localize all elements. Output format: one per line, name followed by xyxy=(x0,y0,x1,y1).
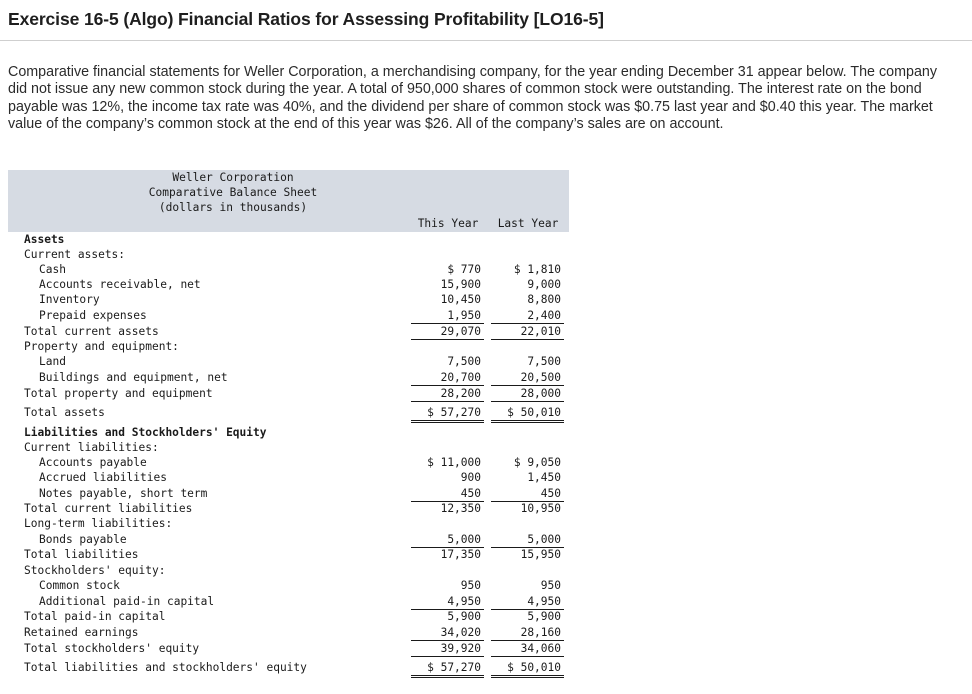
table-row-land xyxy=(8,354,569,369)
last-year-value: 34,060 xyxy=(520,642,561,655)
last-year-value: $ 50,010 xyxy=(507,661,561,674)
last-year-value: 22,010 xyxy=(520,325,561,338)
row-label: Prepaid expenses xyxy=(39,309,147,322)
table-row-total-assets xyxy=(8,405,569,420)
this-year-value: 10,450 xyxy=(440,293,481,306)
this-year-value: 1,950 xyxy=(447,309,481,322)
row-label: Accounts receivable, net xyxy=(39,278,201,291)
this-year-value: 5,900 xyxy=(447,610,481,623)
row-label: Total property and equipment xyxy=(24,387,213,400)
last-year-value: 9,000 xyxy=(527,278,561,291)
this-year-value: 29,070 xyxy=(440,325,481,338)
page-title: Exercise 16-5 (Algo) Financial Ratios for Assessing Profitability [LO16-5] xyxy=(8,9,604,29)
table-row-inventory xyxy=(8,292,569,307)
table-row-liabilities-and-stockholders-equity xyxy=(8,425,569,440)
last-year-value: 28,000 xyxy=(520,387,561,400)
statement-units: (dollars in thousands) xyxy=(158,201,308,214)
underline-rule xyxy=(411,675,484,676)
row-label: Assets xyxy=(24,233,65,246)
this-year-value: 4,950 xyxy=(447,595,481,608)
last-year-value: 950 xyxy=(540,579,561,592)
row-label: Cash xyxy=(39,263,66,276)
last-year-value: 7,500 xyxy=(527,355,561,368)
last-year-value: 10,950 xyxy=(520,502,561,515)
last-year-value: 1,450 xyxy=(527,471,561,484)
last-year-value: $ 50,010 xyxy=(507,406,561,419)
this-year-value: 12,350 xyxy=(440,502,481,515)
row-label: Bonds payable xyxy=(39,533,127,546)
table-row-prepaid-expenses xyxy=(8,308,569,323)
table-row-total-liabilities-and-stockholders-equity xyxy=(8,660,569,675)
table-row-long-term-liabilities xyxy=(8,516,569,531)
column-header-last-year: Last Year xyxy=(497,217,559,230)
table-row-total-stockholders-equity xyxy=(8,641,569,656)
this-year-value: 5,000 xyxy=(447,533,481,546)
row-label: Stockholders' equity: xyxy=(24,564,166,577)
row-label: Total liabilities and stockholders' equity xyxy=(24,661,307,674)
last-year-value: $ 1,810 xyxy=(513,263,561,276)
double-underline-rule xyxy=(491,677,564,678)
underline-rule xyxy=(491,656,564,657)
last-year-value: 5,900 xyxy=(527,610,561,623)
last-year-value: 2,400 xyxy=(527,309,561,322)
underline-rule xyxy=(411,656,484,657)
table-row-buildings-and-equipment-net xyxy=(8,370,569,385)
row-label: Long-term liabilities: xyxy=(24,517,173,530)
underline-rule xyxy=(491,420,564,421)
table-row-common-stock xyxy=(8,578,569,593)
row-label: Current assets: xyxy=(24,248,126,261)
balance-sheet-table xyxy=(8,170,569,680)
double-underline-rule xyxy=(411,677,484,678)
row-label: Total assets xyxy=(24,406,105,419)
row-label: Inventory xyxy=(39,293,100,306)
table-row-total-paid-in-capital xyxy=(8,609,569,624)
row-label: Total stockholders' equity xyxy=(24,642,200,655)
last-year-value: 15,950 xyxy=(520,548,561,561)
row-label: Accrued liabilities xyxy=(39,471,167,484)
underline-rule xyxy=(491,675,564,676)
this-year-value: 28,200 xyxy=(440,387,481,400)
row-label: Total current assets xyxy=(24,325,159,338)
this-year-value: 950 xyxy=(460,579,481,592)
last-year-value: 20,500 xyxy=(520,371,561,384)
table-row-current-liabilities xyxy=(8,440,569,455)
underline-rule xyxy=(411,420,484,421)
table-row-additional-paid-in-capital xyxy=(8,594,569,609)
this-year-value: $ 57,270 xyxy=(427,661,481,674)
intro-paragraph: Comparative financial statements for Weller Corporation, a merchandising company, for the year ending December 31 appear below. The company did not issue any new common stock during the year. A total of 950,000 shares of common stock were outstanding. The interest rate on the bond payable was 12%, the income tax rate was 40%, and the dividend per share of common stock was $0.75 last year and $0.40 this year. The market value of the company’s common stock at the end of this year was $26. All of the company’s sales are on account. xyxy=(8,64,937,132)
row-label: Total current liabilities xyxy=(24,502,193,515)
table-row-assets xyxy=(8,232,569,247)
row-label: Liabilities and Stockholders' Equity xyxy=(24,426,267,439)
table-row-property-and-equipment xyxy=(8,339,569,354)
this-year-value: 34,020 xyxy=(440,626,481,639)
this-year-value: 7,500 xyxy=(447,355,481,368)
table-row-stockholders-equity xyxy=(8,563,569,578)
table-row-accounts-receivable-net xyxy=(8,277,569,292)
row-label: Notes payable, short term xyxy=(39,487,208,500)
this-year-value: 39,920 xyxy=(440,642,481,655)
table-row-retained-earnings xyxy=(8,625,569,640)
statement-name: Comparative Balance Sheet xyxy=(148,186,318,199)
this-year-value: $ 11,000 xyxy=(427,456,481,469)
table-row-total-current-assets xyxy=(8,324,569,339)
row-label: Buildings and equipment, net xyxy=(39,371,228,384)
double-underline-rule xyxy=(491,422,564,423)
last-year-value: 8,800 xyxy=(527,293,561,306)
table-row-notes-payable-short-term xyxy=(8,486,569,501)
underline-rule xyxy=(491,401,564,402)
column-header-this-year: This Year xyxy=(417,217,479,230)
row-label: Accounts payable xyxy=(39,456,147,469)
last-year-value: 28,160 xyxy=(520,626,561,639)
table-row-total-current-liabilities xyxy=(8,501,569,516)
this-year-value: $ 770 xyxy=(447,263,481,276)
row-label: Total liabilities xyxy=(24,548,139,561)
table-row-total-property-and-equipment xyxy=(8,386,569,401)
table-row-accrued-liabilities xyxy=(8,470,569,485)
last-year-value: $ 9,050 xyxy=(513,456,561,469)
this-year-value: 15,900 xyxy=(440,278,481,291)
row-label: Common stock xyxy=(39,579,120,592)
row-label: Additional paid-in capital xyxy=(39,595,215,608)
table-row-accounts-payable xyxy=(8,455,569,470)
table-row-bonds-payable xyxy=(8,532,569,547)
this-year-value: 20,700 xyxy=(440,371,481,384)
company-name: Weller Corporation xyxy=(172,171,294,184)
last-year-value: 5,000 xyxy=(527,533,561,546)
row-label: Land xyxy=(39,355,66,368)
last-year-value: 4,950 xyxy=(527,595,561,608)
this-year-value: 450 xyxy=(460,487,481,500)
row-label: Retained earnings xyxy=(24,626,139,639)
this-year-value: $ 57,270 xyxy=(427,406,481,419)
underline-rule xyxy=(411,401,484,402)
table-row-current-assets xyxy=(8,247,569,262)
table-row-total-liabilities xyxy=(8,547,569,562)
this-year-value: 900 xyxy=(460,471,481,484)
last-year-value: 450 xyxy=(540,487,561,500)
title-divider xyxy=(0,40,972,41)
double-underline-rule xyxy=(411,422,484,423)
row-label: Total paid-in capital xyxy=(24,610,166,623)
intro-text xyxy=(8,64,958,133)
row-label: Property and equipment: xyxy=(24,340,179,353)
row-label: Current liabilities: xyxy=(24,441,159,454)
this-year-value: 17,350 xyxy=(440,548,481,561)
table-row-cash xyxy=(8,262,569,277)
